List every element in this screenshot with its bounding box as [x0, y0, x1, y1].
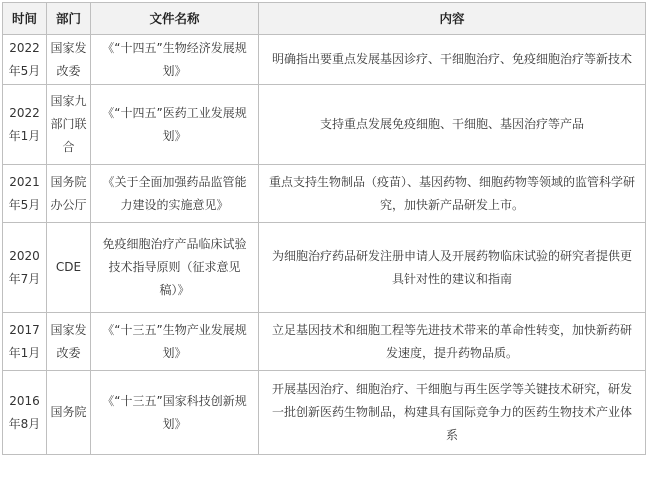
cell-dept: CDE [47, 223, 91, 313]
cell-file: 《“十四五”医药工业发展规划》 [91, 85, 259, 165]
cell-time: 2021年5月 [3, 165, 47, 223]
cell-dept: 国务院 [47, 371, 91, 455]
cell-dept: 国家九部门联合 [47, 85, 91, 165]
cell-content: 立足基因技术和细胞工程等先进技术带来的革命性转变，加快新药研发速度，提升药物品质。 [259, 313, 646, 371]
cell-content: 明确指出要重点发展基因诊疗、干细胞治疗、免疫细胞治疗等新技术 [259, 35, 646, 85]
cell-content: 重点支持生物制品（疫苗）、基因药物、细胞药物等领域的监管科学研究，加快新产品研发上市。 [259, 165, 646, 223]
cell-content: 开展基因治疗、细胞治疗、干细胞与再生医学等关键技术研究，研发一批创新医药生物制品，构建具有国际竞争力的医药生物技术产业体系 [259, 371, 646, 455]
cell-file: 《“十四五”生物经济发展规划》 [91, 35, 259, 85]
table-row [3, 223, 646, 313]
cell-time: 2017年1月 [3, 313, 47, 371]
cell-time: 2022年5月 [3, 35, 47, 85]
table-row [3, 371, 646, 455]
header-content: 内容 [259, 3, 646, 35]
cell-dept: 国家发改委 [47, 313, 91, 371]
cell-file: 免疫细胞治疗产品临床试验技术指导原则（征求意见稿）》 [91, 223, 259, 313]
table-header-row [3, 3, 646, 35]
cell-file: 《“十三五”生物产业发展规划》 [91, 313, 259, 371]
cell-content: 支持重点发展免疫细胞、干细胞、基因治疗等产品 [259, 85, 646, 165]
table-row [3, 35, 646, 85]
cell-file: 《“十三五”国家科技创新规划》 [91, 371, 259, 455]
cell-time: 2020年7月 [3, 223, 47, 313]
header-file: 文件名称 [91, 3, 259, 35]
table-row [3, 165, 646, 223]
cell-dept: 国务院办公厅 [47, 165, 91, 223]
header-time: 时间 [3, 3, 47, 35]
policy-table-wrapper [2, 2, 646, 455]
table-row [3, 85, 646, 165]
cell-time: 2022年1月 [3, 85, 47, 165]
policy-table [2, 2, 646, 455]
cell-file: 《关于全面加强药品监管能力建设的实施意见》 [91, 165, 259, 223]
header-dept: 部门 [47, 3, 91, 35]
cell-content: 为细胞治疗药品研发注册申请人及开展药物临床试验的研究者提供更具针对性的建议和指南 [259, 223, 646, 313]
cell-time: 2016年8月 [3, 371, 47, 455]
table-row [3, 313, 646, 371]
cell-dept: 国家发改委 [47, 35, 91, 85]
